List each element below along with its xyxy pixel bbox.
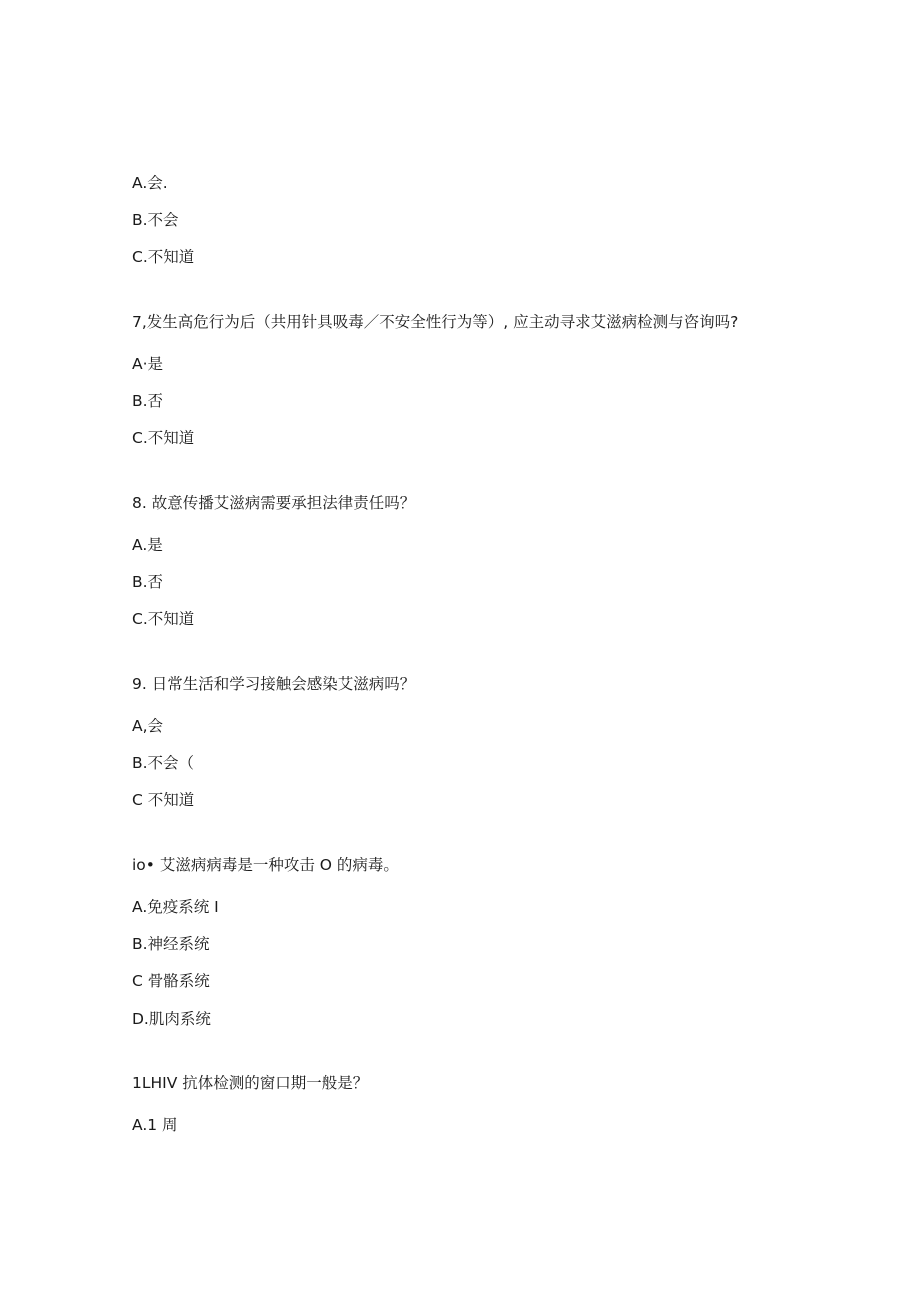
option-b: B.否 [132,392,164,410]
option-b: B.否 [132,573,164,591]
option-c: C.不知道 [132,610,195,628]
question-11: 1LHIV 抗体检测的窗口期一般是？ [132,1074,369,1092]
option-a: A.是 [132,536,163,554]
question-7: 7,发生高危行为后（共用针具吸毒／不安全性行为等）, 应主动寻求艾滋病检测与咨询吗? [132,313,739,331]
option-b: B.神经系统 [132,935,210,953]
question-8: 8. 故意传播艾滋病需要承担法律责任吗？ [132,494,416,512]
question-10: io• 艾滋病病毒是一种攻击 O 的病毒。 [132,856,399,874]
option-c: C 骨骼系统 [132,972,210,990]
option-b: B.不会 [132,211,179,229]
option-c: C.不知道 [132,429,195,447]
option-a: A.1 周 [132,1116,178,1134]
option-a: A·是 [132,355,164,373]
option-a: A.会. [132,174,168,192]
option-a: A,会 [132,717,164,735]
option-a: A.免疫系统 I [132,898,219,916]
option-b: B.不会（ [132,754,195,772]
option-d: D.肌肉系统 [132,1010,211,1028]
question-9: 9. 日常生活和学习接触会感染艾滋病吗？ [132,675,416,693]
option-c: C 不知道 [132,791,195,809]
option-c: C.不知道 [132,248,195,266]
